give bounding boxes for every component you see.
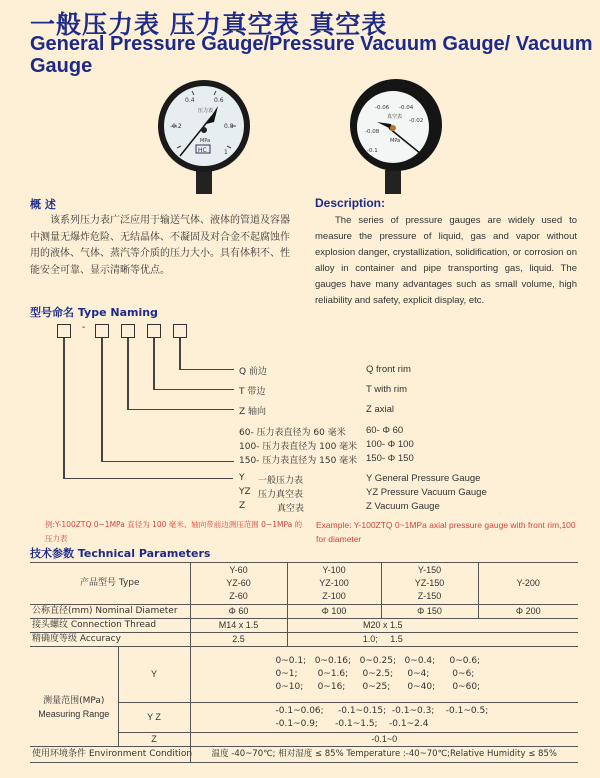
example-cn: 例:Y-100ZTQ 0~1MPa 直径为 100 毫米、轴向带前边测压范围 0~1MPa 的压力表 — [45, 520, 303, 543]
svg-text:-0.06: -0.06 — [375, 105, 390, 111]
code-box-front — [173, 324, 187, 338]
type-cell-200: Y-200 — [478, 563, 578, 605]
table-row-type — [30, 563, 578, 605]
accuracy-label: 精确度等级 Accuracy — [30, 633, 190, 647]
accuracy-others: 1.0; 1.5 — [287, 633, 578, 647]
pressure-gauge-image — [152, 78, 258, 196]
table-row-accuracy — [30, 633, 578, 647]
diameter-150: Φ 150 — [381, 605, 478, 619]
naming-en-yz: YZ Pressure Vacuum Gauge — [366, 487, 487, 498]
naming-cn-yz: 压力真空表 — [258, 490, 304, 500]
table-row-diameter — [30, 605, 578, 619]
table-row-range-y — [30, 647, 578, 703]
naming-en-q: Q front rim — [366, 364, 411, 375]
overview-text-cn: 该系列压力表广泛应用于输送气体、液体的管道及容器中测量无爆炸危险、无结晶体、不凝固及对合金不起腐蚀作用的液体、气体、蒸汽等介质的压力大小。具有体积不、性能安全可靠、显示清晰等优点。 — [30, 215, 290, 276]
type-label: 产品型号 Type — [30, 563, 190, 605]
range-label: 测量范围(MPa) Measuring Range — [30, 647, 118, 747]
accuracy-60: 2.5 — [190, 633, 287, 647]
naming-code-yz: YZ — [239, 487, 251, 497]
code-box-diameter — [95, 324, 109, 338]
svg-text:MPa: MPa — [200, 138, 211, 144]
naming-code-z: Z — [239, 501, 246, 511]
naming-cn-t: T 带边 — [239, 387, 266, 397]
tech-params-table — [30, 562, 578, 763]
type-naming-heading: 型号命名 Type Naming — [30, 306, 158, 319]
table-row-thread — [30, 619, 578, 633]
range-y-values: 0~0.1; 0~0.16; 0~0.25; 0~0.4; 0~0.6; 0~1; 0~1.6; 0~2.5; 0~4; 0~6; 0~10; 0~16; 0~25; 0~40; 0~60; — [190, 647, 578, 703]
environment-label: 使用环境条件 Environment Condition — [30, 747, 190, 763]
table-row-environment — [30, 747, 578, 763]
vacuum-gauge-image — [343, 78, 449, 196]
type-cell-60: Y-60 YZ-60 Z-60 — [190, 563, 287, 605]
svg-text:HC: HC — [198, 147, 207, 154]
code-box-type — [57, 324, 71, 338]
svg-text:真空表: 真空表 — [387, 114, 403, 120]
naming-cn-q: Q 前边 — [239, 367, 267, 377]
diameter-60: Φ 60 — [190, 605, 287, 619]
svg-text:-0.02: -0.02 — [409, 118, 424, 124]
diameter-200: Φ 200 — [478, 605, 578, 619]
description-text-en: The series of pressure gauges are widely used to measure the pressure of liquid, gas and vapor without explosion danger, crystallization, solidification, or corrosion on alloy in container and pipe transporting gas, liquid. The gauges have many advantages such as small volume, high reliability and safety, explicit display, etc. — [315, 215, 577, 306]
svg-text:-0.08: -0.08 — [365, 129, 380, 135]
naming-code-y: Y — [239, 473, 245, 483]
svg-text:-0.2: -0.2 — [170, 123, 182, 130]
tech-params-heading: 技术参数 Technical Parameters — [30, 547, 211, 560]
svg-text:-0.1: -0.1 — [367, 148, 378, 154]
naming-cn-60: 60- 压力表直径为 60 毫米 — [239, 428, 346, 438]
naming-en-100: 100- Φ 100 — [366, 439, 414, 450]
naming-cn-150: 150- 压力表直径为 150 毫米 — [239, 456, 358, 466]
naming-en-t: T with rim — [366, 384, 407, 395]
naming-cn-y: 一般压力表 — [258, 476, 304, 486]
thread-label: 接头螺纹 Connection Thread — [30, 619, 190, 633]
svg-text:MPa: MPa — [390, 138, 401, 144]
range-z-value: -0.1~0 — [190, 733, 578, 747]
code-dash: - — [82, 322, 86, 333]
naming-en-y: Y General Pressure Gauge — [366, 473, 481, 484]
diameter-100: Φ 100 — [287, 605, 381, 619]
diameter-label: 公称直径(mm) Nominal Diameter — [30, 605, 190, 619]
range-y-label: Y — [118, 647, 190, 703]
type-cell-100: Y-100 YZ-100 Z-100 — [287, 563, 381, 605]
naming-cn-z: Z 轴向 — [239, 407, 267, 417]
title-english: General Pressure Gauge/Pressure Vacuum Gauge/ Vacuum Gauge — [30, 33, 593, 77]
range-yz-values: -0.1~0.06; -0.1~0.15; -0.1~0.3; -0.1~0.5; -0.1~0.9; -0.1~1.5; -0.1~2.4 — [190, 703, 578, 733]
code-box-axial — [121, 324, 135, 338]
code-box-rim — [147, 324, 161, 338]
description-heading-en: Description: — [315, 196, 386, 210]
example-en: Example: Y-100ZTQ 0~1MPa axial pressure gauge with front rim,100 for diameter — [316, 520, 576, 544]
naming-en-z: Z axial — [366, 404, 394, 415]
environment-value: 温度 -40~70℃; 相对湿度 ≤ 85% Temperature :-40~70℃;Relative Humidity ≤ 85% — [190, 747, 578, 763]
svg-text:0.8: 0.8 — [224, 123, 234, 130]
range-z-label: Z — [118, 733, 190, 747]
svg-text:0.6: 0.6 — [214, 97, 224, 104]
naming-cn-vacuum: 真空表 — [277, 504, 305, 514]
naming-en-vacuum: Z Vacuum Gauge — [366, 501, 440, 512]
naming-en-60: 60- Φ 60 — [366, 425, 404, 436]
title-chinese: 一般压力表 压力真空表 真空表 — [30, 10, 388, 39]
overview-heading-cn: 概 述 — [30, 198, 56, 211]
svg-text:-0.04: -0.04 — [399, 105, 414, 111]
thread-60: M14 x 1.5 — [190, 619, 287, 633]
svg-text:0.4: 0.4 — [185, 97, 195, 104]
svg-text:压力表: 压力表 — [198, 108, 214, 114]
naming-cn-100: 100- 压力表直径为 100 毫米 — [239, 442, 358, 452]
thread-others: M20 x 1.5 — [287, 619, 578, 633]
type-cell-150: Y-150 YZ-150 Z-150 — [381, 563, 478, 605]
svg-text:1: 1 — [224, 149, 228, 156]
range-yz-label: Y Z — [118, 703, 190, 733]
naming-en-150: 150- Φ 150 — [366, 453, 414, 464]
